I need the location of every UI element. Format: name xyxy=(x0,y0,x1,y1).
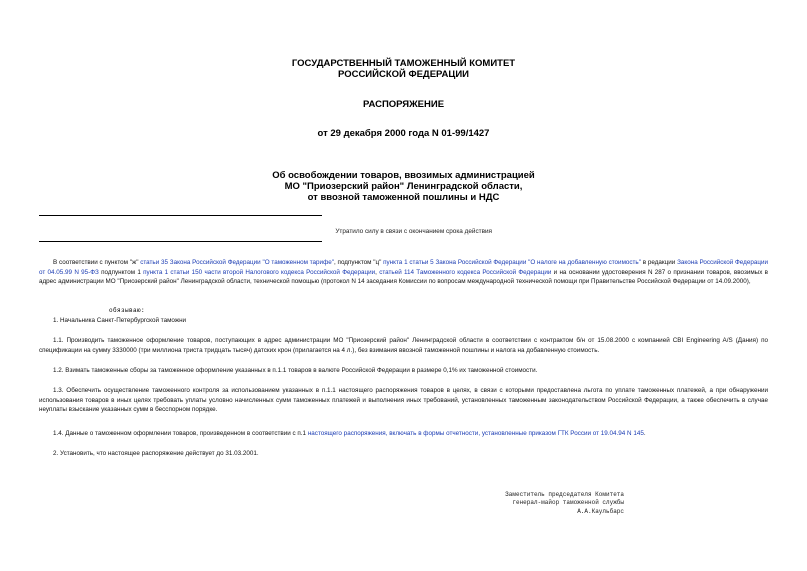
link-customs-code-art114[interactable]: статьей 114 Таможенного кодекса Российской Федерации xyxy=(379,268,552,276)
link-vat-law[interactable]: пункта 1 статьи 5 Закона Российской Федерации "О налоге на добавленную стоимость" xyxy=(383,259,641,266)
link-customs-tariff-law[interactable]: статьи 35 Закона Российской Федерации "О таможенном тарифе" xyxy=(140,259,334,266)
signature-line-2: генерал-майор таможенной службы xyxy=(512,499,624,507)
preamble-text: в редакции xyxy=(640,259,678,266)
preamble-text: , xyxy=(375,268,380,276)
item-2: 2. Установить, что настоящее распоряжение действует до 31.03.2001. xyxy=(53,450,259,457)
divider-top xyxy=(39,215,322,216)
document-subject xyxy=(0,170,807,203)
preamble-text: , подпунктом "ц" xyxy=(334,259,384,266)
issuer-title xyxy=(0,58,807,80)
signature-block xyxy=(440,491,624,516)
link-gtk-order-145[interactable]: настоящего распоряжения, включать в формы отчетности, установленные приказом ГТК России от 19.04.94 N 145 xyxy=(307,430,644,437)
signature-name: А.А.Каульбарс xyxy=(577,507,624,515)
issuer-line-2: РОССИЙСКОЙ ФЕДЕРАЦИИ xyxy=(337,69,469,80)
subject-line-2: МО "Приозерский район" Ленинградской области, xyxy=(284,181,523,192)
item-1-4-end: . xyxy=(643,430,646,437)
item-1-2: 1.2. Взимать таможенные сборы за таможенное оформление указанных в п.1.1 товаров в валюте Российской Федерации в размере 0,1% их таможенной стоимости. xyxy=(53,367,538,374)
document-date: от 29 декабря 2000 года N 01-99/1427 xyxy=(317,128,490,139)
document-type: РАСПОРЯЖЕНИЕ xyxy=(362,99,445,110)
item-1-4-text: 1.4. Данные о таможенном оформлении товаров, произведенном в соответствии с п.1 xyxy=(53,430,308,437)
link-tax-code-art150[interactable]: пункта 1 статьи 150 части второй Налогового кодекса Российской Федерации xyxy=(143,268,376,276)
signature-line-1: Заместитель председателя Комитета xyxy=(505,491,624,498)
link-federal-law-95fz[interactable]: Закона Российской Федерации от 04.05.99 N 95-ФЗ xyxy=(39,259,768,276)
obyazyvayu-label: обязываю: xyxy=(109,307,146,314)
subject-line-3: от ввозной таможенной пошлины и НДС xyxy=(307,192,500,203)
preamble-paragraph xyxy=(39,258,768,287)
item-1: 1. Начальника Санкт-Петербургской таможни xyxy=(53,317,187,324)
status-note: Утратило силу в связи с окончанием срока действия xyxy=(335,228,492,235)
divider-bottom xyxy=(39,241,322,242)
item-1-3: 1.3. Обеспечить осуществление таможенного контроля за использованием указанных в п.1.1 настоящего распоряжения товаров в целях, в связи с которыми предоставлена льгота по уплате таможенных платежей, а при обнаружении использования товаров в иных целях требовать уплаты условно начисленных сумм таможенных платежей и выполнения иных требований, установленных таможенным законодательством Российской Федерации, а также обеспечить в случае неуплаты взыскание указанных сумм в бесспорном порядке. xyxy=(39,387,768,414)
preamble-text: В соответствии с пунктом "ж" xyxy=(53,259,141,266)
preamble-text: подпунктом 1 xyxy=(98,268,144,276)
item-1-4 xyxy=(39,429,768,439)
preamble-text: и на основании удостоверения N 287 о признании товаров, ввозимых в адрес администрации МО "Приозерский район" Ленинградской области, технической помощью (протокол N 14 заседания Комиссии по вопросам международной технической помощи при Правительстве Российской Федерации от 14.09.2000), xyxy=(39,268,768,286)
item-1-1: 1.1. Производить таможенное оформление товаров, поступающих в адрес администрации МО "Приозерский район" Ленинградской области в соответствии с контрактом б/н от 15.08.2000 с компанией CBI Engineering A/S (Дания) по спецификации на сумму 3330000 (три миллиона триста тридцать тысяч) датских крон (прилагается на 4 л.), без взимания ввозной таможенной пошлины и налога на добавленную стоимость. xyxy=(39,337,768,354)
issuer-line-1: ГОСУДАРСТВЕННЫЙ ТАМОЖЕННЫЙ КОМИТЕТ xyxy=(291,58,516,69)
subject-line-1: Об освобождении товаров, ввозимых администрацией xyxy=(272,170,535,181)
